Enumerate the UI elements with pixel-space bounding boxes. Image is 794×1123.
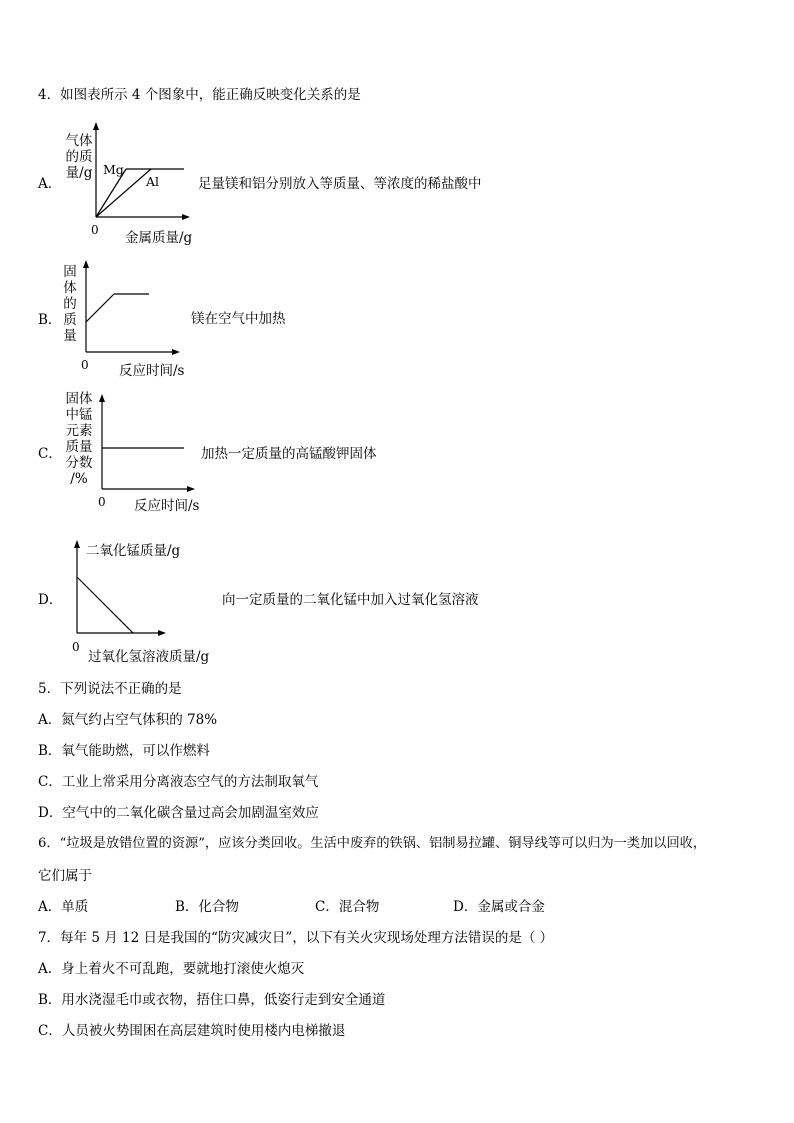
q6-option-d: D．金属或合金 xyxy=(453,899,545,915)
q4-c-y-axis-label-line: 分数 xyxy=(65,455,93,471)
question-4-stem: 4．如图表所示 4 个图象中，能正确反映变化关系的是 xyxy=(38,87,361,103)
q4-a-y-axis-label-line: 的质 xyxy=(65,149,93,165)
q4-a-origin: 0 xyxy=(91,223,99,237)
q4-d-decreasing-line xyxy=(77,577,133,633)
q7-option-a: A．身上着火不可乱跑，要就地打滚使火熄灭 xyxy=(38,961,305,977)
q4-c-origin: 0 xyxy=(98,495,106,509)
q6-option-a: A．单质 xyxy=(38,899,89,915)
q4-b-y-axis-label-line: 质 xyxy=(63,312,77,328)
q4-a-x-axis-label: 金属质量/g xyxy=(125,230,193,246)
question-5-stem: 5．下列说法不正确的是 xyxy=(38,681,182,697)
q4-c-description: 加热一定质量的高锰酸钾固体 xyxy=(201,446,377,462)
q5-option-c: C．工业上常采用分离液态空气的方法制取氧气 xyxy=(38,774,319,790)
q4-d-y-axis-label: 二氧化锰质量/g xyxy=(86,543,181,559)
question-7-stem: 7．每年 5 月 12 日是我国的“防灾减灾日”，以下有关火灾现场处理方法错误的是（ ） xyxy=(38,930,554,946)
q5-option-d: D．空气中的二氧化碳含量过高会加剧温室效应 xyxy=(38,805,319,821)
q4-b-y-axis-label-line: 量 xyxy=(63,328,77,344)
q4-option-b-label: B． xyxy=(38,312,62,328)
question-6-stem-line-2: 它们属于 xyxy=(38,868,92,884)
q5-option-b: B．氧气能助燃，可以作燃料 xyxy=(38,743,210,759)
q7-option-c: C．人员被火势围困在高层建筑时使用楼内电梯撤退 xyxy=(38,1023,346,1039)
q4-a-al-label: Al xyxy=(146,174,160,189)
q4-option-a-label: A． xyxy=(38,176,62,192)
q4-option-c-label: C． xyxy=(38,446,62,462)
q4-c-y-axis-label-line: 中锰 xyxy=(65,407,93,423)
q6-option-c: C．混合物 xyxy=(315,899,380,915)
question-6-stem-line-1: 6．“垃圾是放错位置的资源”，应该分类回收。生活中废弃的铁锅、铝制易拉罐、铜导线等可以归为一类加以回收， xyxy=(38,836,707,851)
q4-a-y-axis-label-line: 量/g xyxy=(65,165,93,181)
q4-b-description: 镁在空气中加热 xyxy=(191,311,286,327)
q4-c-y-axis-label-line: 固体 xyxy=(65,391,93,407)
q4-b-x-axis-label: 反应时间/s xyxy=(119,363,185,379)
q4-b-origin: 0 xyxy=(81,358,89,372)
q4-c-y-axis-label-line: /% xyxy=(70,471,88,487)
q4-c-x-axis-label: 反应时间/s xyxy=(134,498,200,514)
q4-b-y-axis-label-line: 固 xyxy=(63,264,77,280)
q4-a-mg-label: Mg xyxy=(103,162,124,177)
q4-option-d-label: D． xyxy=(38,592,63,608)
q4-d-description: 向一定质量的二氧化锰中加入过氧化氢溶液 xyxy=(222,592,479,608)
q4-a-y-axis-label-line: 气体 xyxy=(65,133,93,149)
q4-b-y-axis-label-line: 体 xyxy=(63,280,77,296)
q4-c-y-axis-label-line: 质量 xyxy=(65,439,93,455)
q5-option-a: A．氮气约占空气体积的 78% xyxy=(38,712,218,728)
q4-d-y-arrow xyxy=(74,540,80,548)
q4-c-y-axis-label-line: 元素 xyxy=(65,423,93,439)
q4-d-x-arrow xyxy=(158,630,166,636)
q4-d-x-axis-label: 过氧化氢溶液质量/g xyxy=(88,649,210,665)
q6-option-b: B．化合物 xyxy=(175,899,239,915)
q4-d-origin: 0 xyxy=(72,640,80,654)
q4-a-description: 足量镁和铝分别放入等质量、等浓度的稀盐酸中 xyxy=(198,176,482,192)
q7-option-b: B．用水浇湿毛巾或衣物，捂住口鼻，低姿行走到安全通道 xyxy=(38,992,386,1008)
q4-b-y-axis-label-line: 的 xyxy=(63,296,77,312)
